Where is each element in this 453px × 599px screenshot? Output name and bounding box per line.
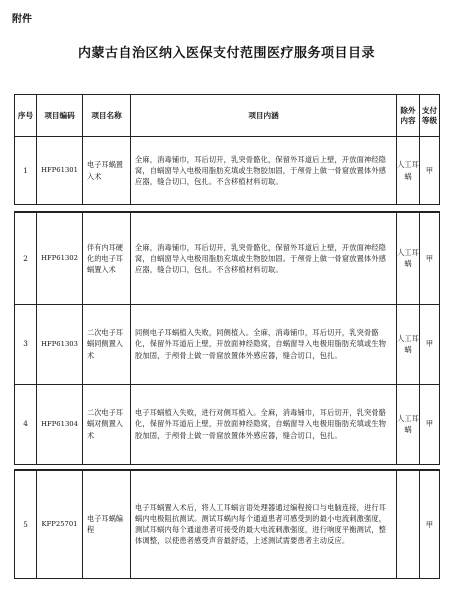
row-seq: 1	[15, 137, 37, 205]
row-content: 电子耳蜗置入术后，将人工耳蜗言语处理器通过编程接口与电脑连接，进行耳蜗内电极阻抗测试。测试耳蜗内每个通道患者可感受到的最小电流刺激强度，测试耳蜗内每个通道患者可接受的最大电流刺激强度，进行响度平衡测试，整体调整，以使患者感受声音最舒适，上述测试需要患者主动反应。	[131, 470, 397, 578]
row-code: HFP61302	[37, 212, 83, 304]
row-pay-level: 甲	[420, 212, 440, 304]
row-pay-level: 甲	[420, 137, 440, 205]
col-header-name: 项目名称	[83, 95, 131, 137]
catalog-table-page-3	[14, 469, 440, 579]
row-code: HFP61304	[37, 384, 83, 464]
row-name: 二次电子耳蜗对侧置入术	[83, 384, 131, 464]
row-name: 电子耳蜗置入术	[83, 137, 131, 205]
row-pay-level: 甲	[420, 470, 440, 578]
row-content: 全麻，消毒铺巾，耳后切开，乳突骨骼化，保留外耳道后上壁，开放面神经隐窝，自蜗窗导入电极用脂肪充填或生物胶加固，于颅骨上做一骨窟放置体外感应器，缝合切口，包扎。不含移植材料切取。	[131, 137, 397, 205]
row-name: 伴有内耳硬化的电子耳蜗置入术	[83, 212, 131, 304]
col-header-seq: 序号	[15, 95, 37, 137]
col-header-code: 项目编码	[37, 95, 83, 137]
row-content: 同侧电子耳蜗植入失败，同侧植入。全麻，消毒铺巾，耳后切开，乳突骨骼化，保留外耳道后上壁，开放面神经隐窝，自蜗窗导入电极用脂肪充填或生物胶加固，于颅骨上做一骨窟放置体外感应器，缝合切口，包扎。	[131, 304, 397, 384]
table-row	[15, 137, 440, 205]
row-pay-level: 甲	[420, 304, 440, 384]
row-excluded: 人工耳蜗	[397, 304, 420, 384]
row-name: 电子耳蜗编程	[83, 470, 131, 578]
table-row	[15, 212, 440, 304]
col-header-pay-level: 支付等级	[420, 95, 440, 137]
table-row	[15, 384, 440, 464]
attachment-label: 附件	[12, 14, 32, 25]
row-seq: 2	[15, 212, 37, 304]
row-content: 电子耳蜗植入失败，进行对侧耳植入。全麻，消毒铺巾，耳后切开，乳突骨骼化，保留外耳道后上壁，开放面神经隐窝，自蜗窗导入电极用脂肪充填或生物胶加固，于颅骨上做一骨窟放置体外感应器，缝合切口，包扎。	[131, 384, 397, 464]
table-row	[15, 470, 440, 578]
catalog-table-page-1	[14, 94, 440, 205]
row-pay-level: 甲	[420, 384, 440, 464]
page-title: 内蒙古自治区纳入医保支付范围医疗服务项目目录	[77, 46, 375, 61]
table-row	[15, 304, 440, 384]
row-seq: 5	[15, 470, 37, 578]
col-header-excluded: 除外内容	[397, 95, 420, 137]
row-code: HFP61301	[37, 137, 83, 205]
row-code: KFP25701	[37, 470, 83, 578]
row-excluded: 人工耳蜗	[397, 137, 420, 205]
row-excluded: 人工耳蜗	[397, 384, 420, 464]
row-excluded	[397, 470, 420, 578]
row-seq: 4	[15, 384, 37, 464]
table-header-row	[15, 95, 440, 137]
row-code: HFP61303	[37, 304, 83, 384]
row-excluded: 人工耳蜗	[397, 212, 420, 304]
row-content: 全麻，消毒铺巾，耳后切开，乳突骨骼化，保留外耳道后上壁，开放面神经隐窝，自蜗窗导入电极用脂肪充填或生物胶加固。于颅骨上做一骨窟放置体外感应器，缝合切口，包扎。不含移植材料切取。	[131, 212, 397, 304]
catalog-table-page-2	[14, 211, 440, 465]
col-header-content: 项目内涵	[131, 95, 397, 137]
row-name: 二次电子耳蜗同侧置入术	[83, 304, 131, 384]
row-seq: 3	[15, 304, 37, 384]
